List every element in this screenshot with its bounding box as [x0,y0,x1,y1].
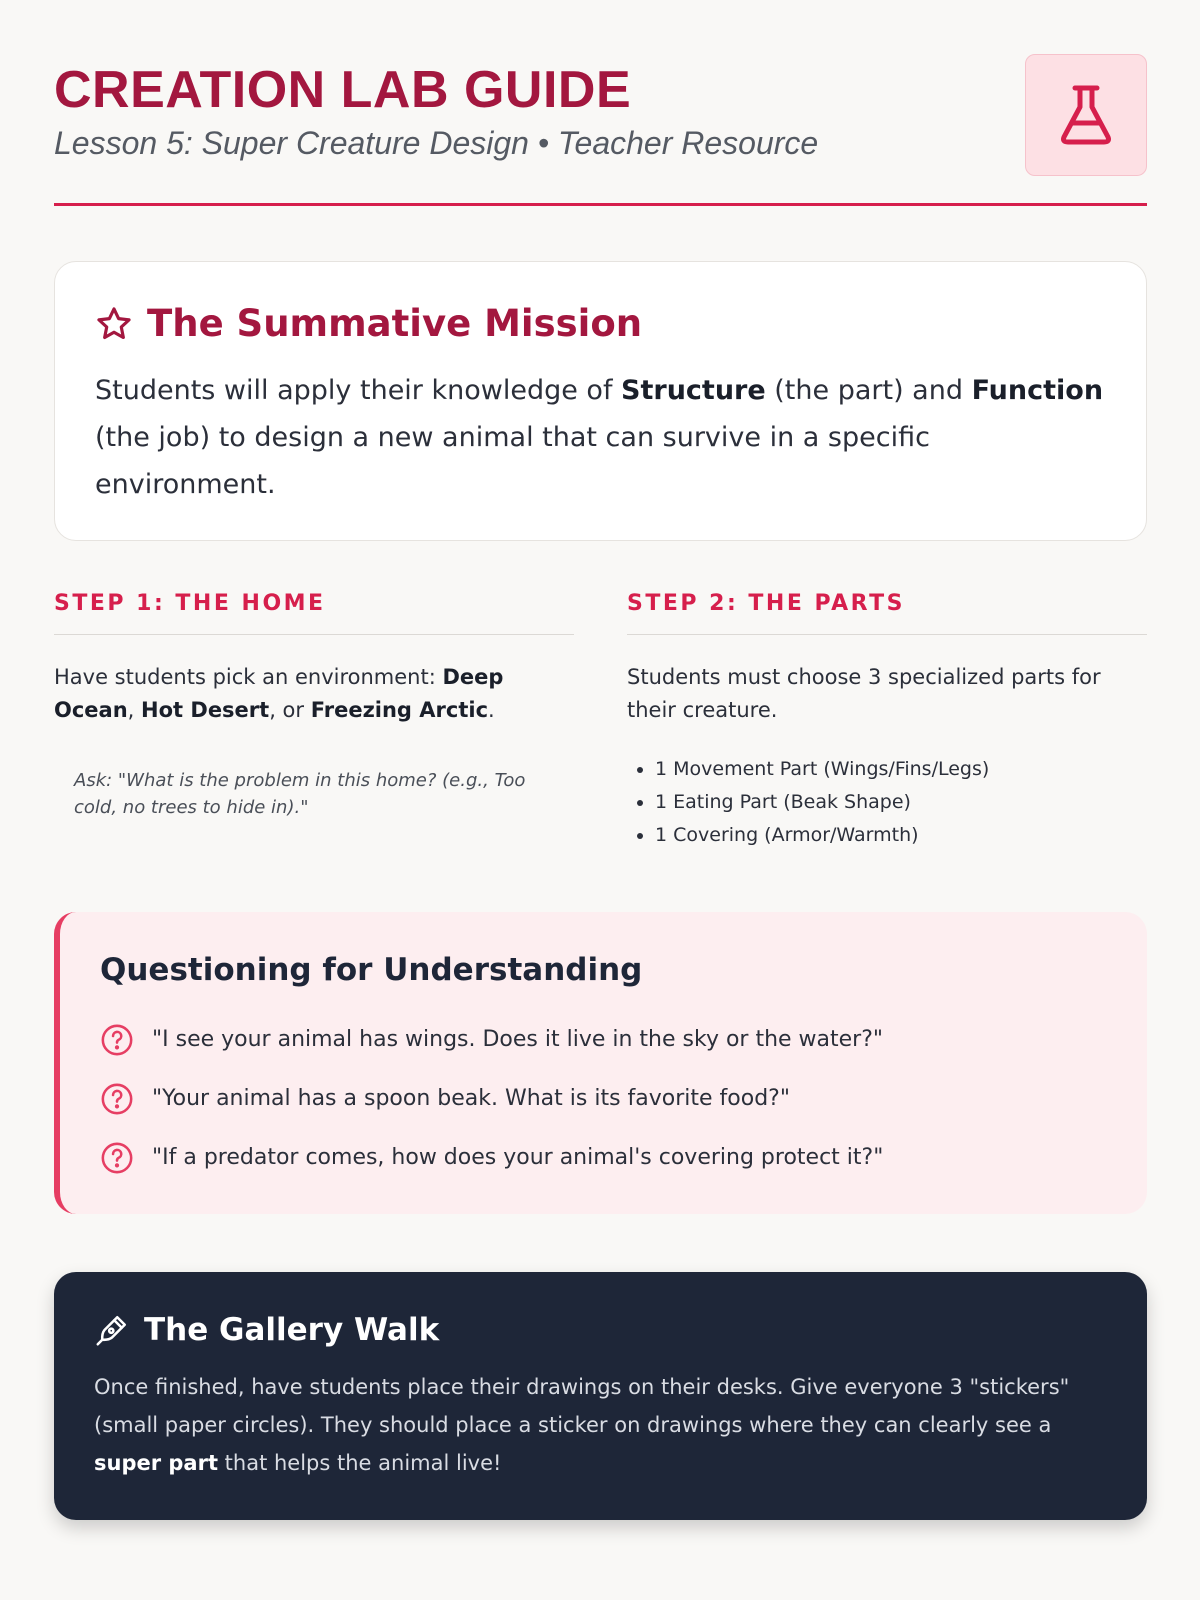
mission-card [54,261,1147,541]
step-1-text [54,661,574,727]
question-circle-icon [100,1082,134,1116]
pen-nib-icon [94,1312,130,1348]
page-title: CREATION LAB GUIDE [54,61,632,119]
step-2-title: STEP 2: THE PARTS [627,591,1147,635]
page-subtitle: Lesson 5: Super Creature Design • Teacher Resource [54,125,819,161]
ask-prompt: Ask: "What is the problem in this home? (e.g., Too cold, no trees to hide in)." [74,770,526,818]
mission-text-part: (the job) to design a new animal that can survive in a specific environment. [95,422,930,500]
question-item [100,1069,1147,1128]
mission-title: The Summative Mission [147,302,643,345]
guide-page [54,54,1147,1475]
list-item: • 1 Eating Part (Beak Shape) [655,786,1147,819]
mission-header [95,302,1106,345]
gallery-description [94,1368,1107,1482]
question-circle-icon [100,1023,134,1057]
mission-description [95,367,1106,508]
header-divider [54,203,1147,206]
step-1-text-part: Have students pick an environment: [54,665,443,689]
question-text: "If a predator comes, how does your animal's covering protect it?" [152,1145,884,1170]
star-icon [95,305,133,343]
step-2 [627,591,1147,852]
step-2-text: Students must choose 3 specialized parts for their creature. [627,665,1101,722]
step-1-text-part: , or [269,698,311,722]
question-item [100,1010,1147,1069]
gallery-text-part: that helps the animal live! [218,1451,502,1475]
list-item: • 1 Covering (Armor/Warmth) [655,819,1147,852]
question-item [100,1128,1147,1187]
step-1-title: STEP 1: THE HOME [54,591,574,635]
parts-list [627,753,1147,852]
step-1-text-part: . [488,698,495,722]
mission-text-part: Students will apply their knowledge of [95,375,622,406]
gallery-keyword: super part [94,1451,218,1475]
question-circle-icon [100,1141,134,1175]
gallery-walk-card [54,1272,1147,1520]
header [54,54,1147,204]
step-1-text-part: , [127,698,142,722]
environment-hot-desert: Hot Desert [141,698,270,722]
gallery-title: The Gallery Walk [144,1312,440,1348]
gallery-text-part: Once finished, have students place their drawings on their desks. Give everyone 3 "stickers" (small paper circles). They should place a sticker on drawings where they can clearly see a [94,1375,1070,1437]
questioning-title: Questioning for Understanding [100,952,643,988]
list-item: • 1 Movement Part (Wings/Fins/Legs) [655,753,1147,786]
mission-keyword-function: Function [971,375,1104,406]
question-text: "I see your animal has wings. Does it live in the sky or the water?" [152,1027,884,1052]
step-1 [54,591,574,821]
flask-icon [1058,83,1114,147]
flask-badge [1025,54,1147,176]
questioning-box [54,912,1147,1214]
mission-keyword-structure: Structure [621,375,766,406]
mission-text-part: (the part) and [765,375,972,406]
environment-deep-ocean: Deep Ocean [54,665,504,722]
gallery-header [94,1312,1107,1348]
environment-freezing-arctic: Freezing Arctic [310,698,489,722]
question-text: "Your animal has a spoon beak. What is its favorite food?" [152,1086,790,1111]
